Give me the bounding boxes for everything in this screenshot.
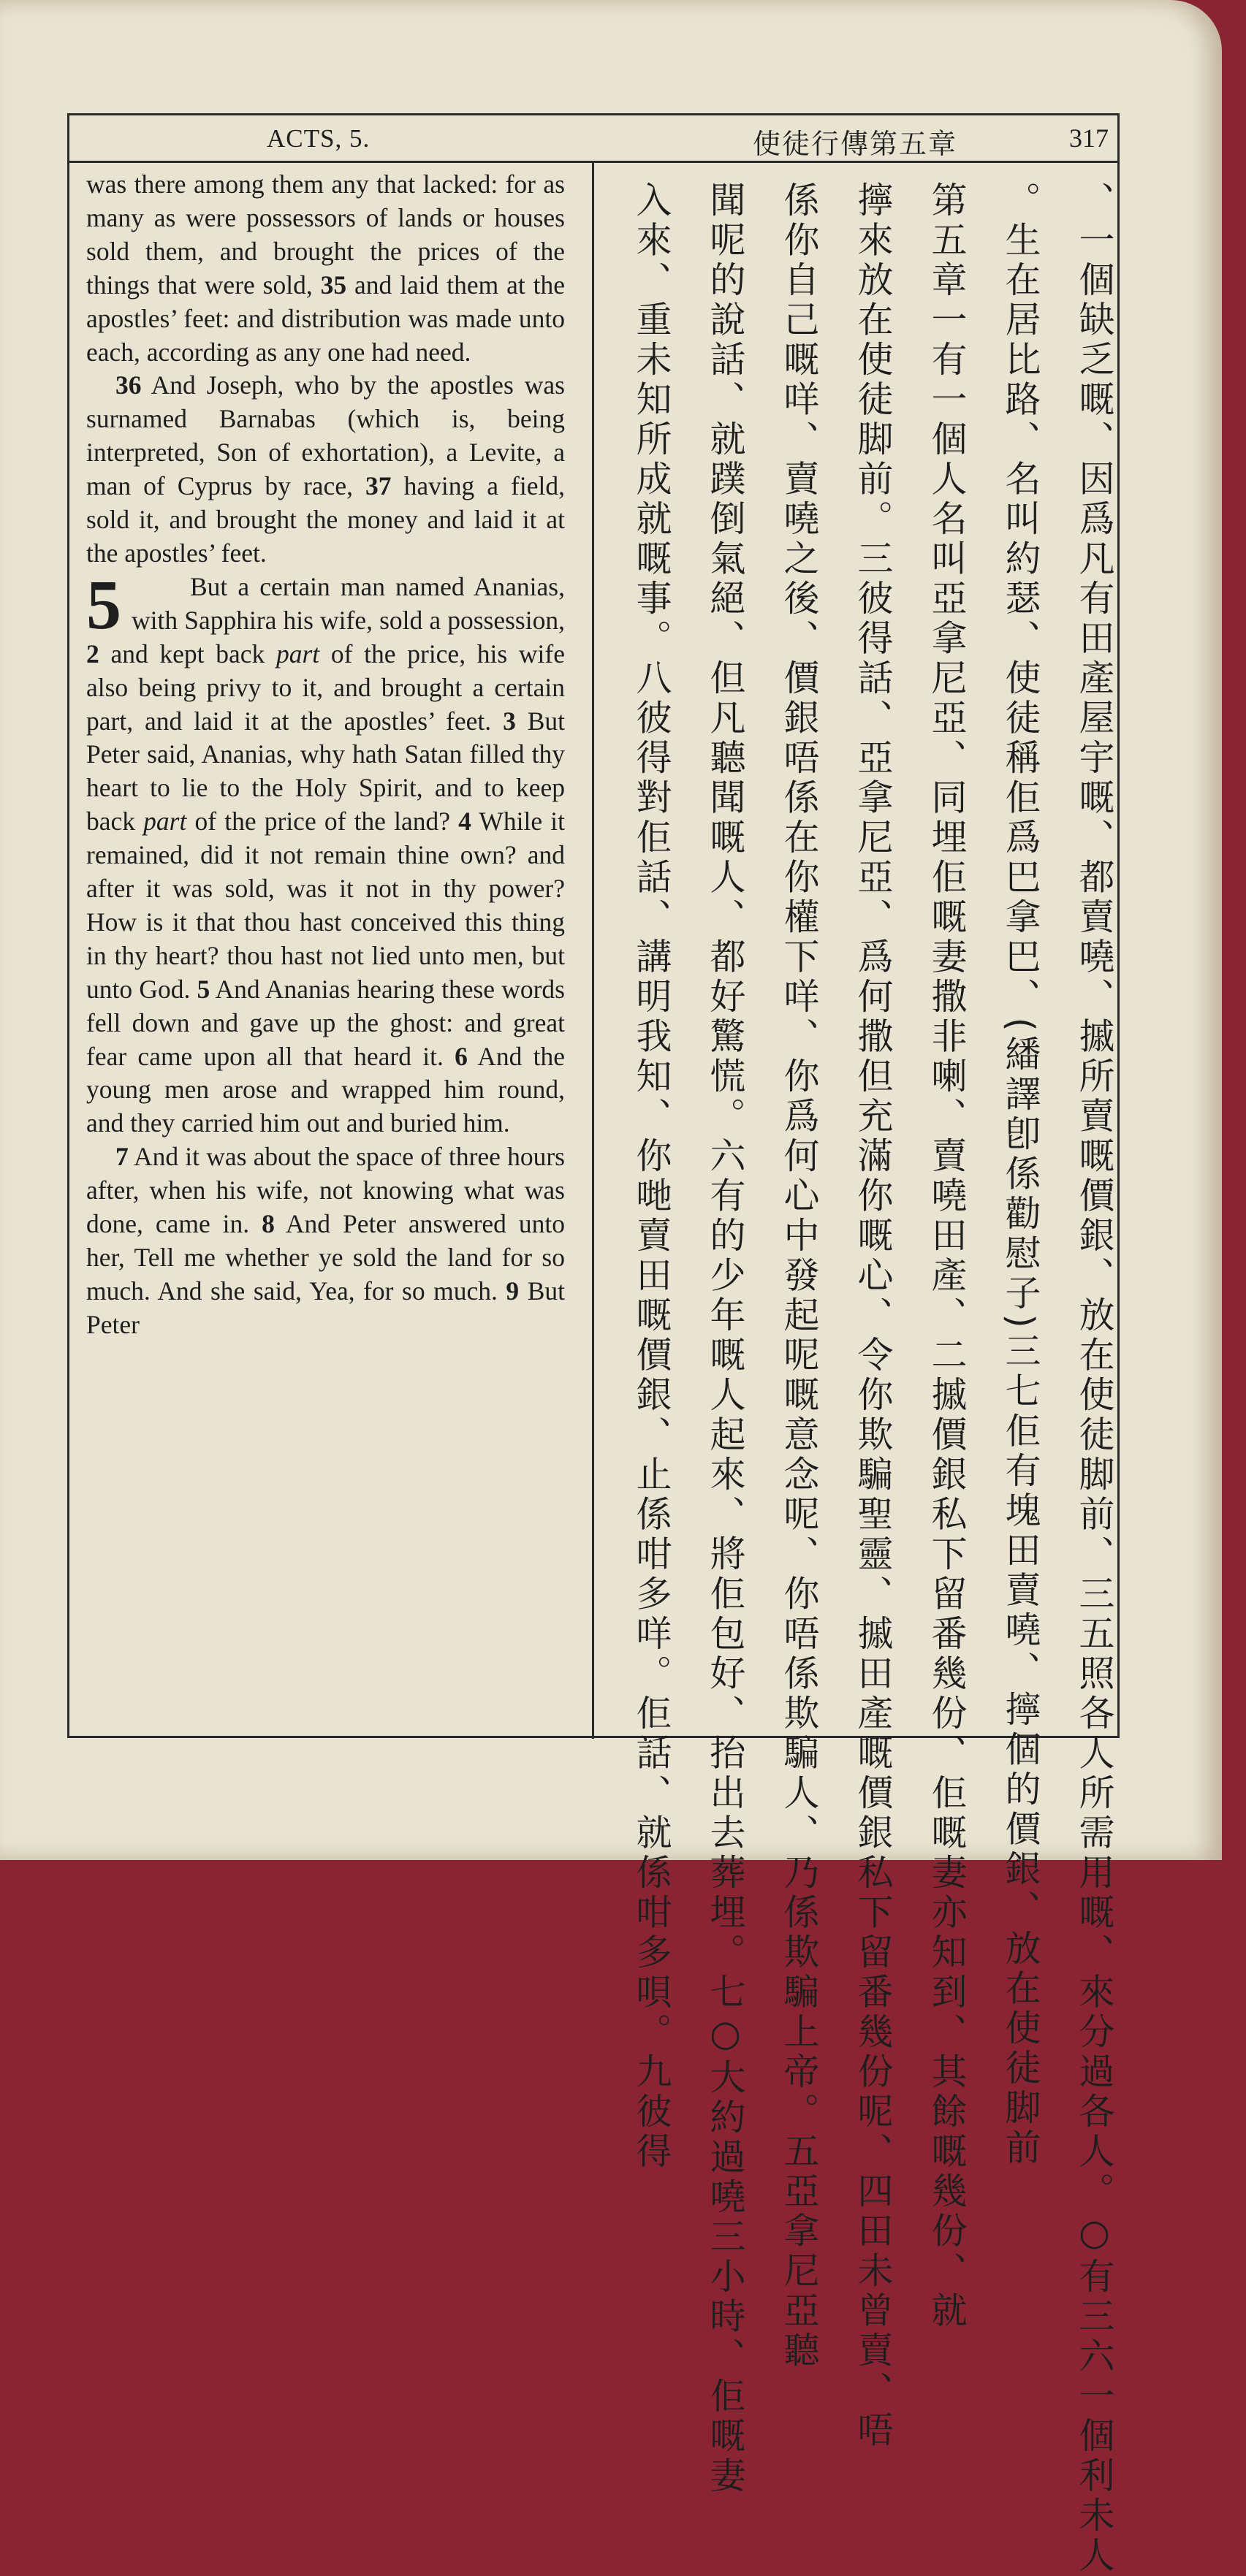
chinese-text-column: 擰來放在使徒脚前。三彼得話、亞拿尼亞、爲何撒但充滿你嘅心、令你欺騙聖靈、摵田產嘅價銀私下留番幾份呢、四田未曾賣、唔 bbox=[852, 181, 894, 2451]
chapter-number: 5 bbox=[86, 565, 121, 644]
verse-number: 8 bbox=[262, 1209, 275, 1239]
chinese-text-column: 入來、重未知所成就嘅事。八彼得對佢話、講明我知、你哋賣田嘅價銀、止係咁多咩。佢話、就係咁多唄。九彼得 bbox=[631, 181, 672, 2172]
verse-number: 4 bbox=[458, 807, 471, 837]
english-paragraph: 36 And Joseph, who by the apostles was surnamed Barnabas (which is, being interpreted, Son of exhortation), a Levite, a man of Cyprus by race, 37 having a field, sold it, and brought the money and laid it at the apostles’ feet. bbox=[86, 370, 565, 568]
verse-number: 5 bbox=[197, 974, 210, 1004]
chinese-column bbox=[603, 181, 1115, 2576]
verse-number: 2 bbox=[86, 639, 99, 668]
chinese-text-column: 第五章一有一個人名叫亞拿尼亞、同埋佢嘅妻撒非喇、賣嘵田產、二摵價銀私下留番幾份、佢嘅妻亦知到、其餘嘅幾份、就 bbox=[926, 181, 968, 2331]
page-number: 317 bbox=[1069, 123, 1109, 153]
running-header bbox=[69, 115, 1117, 163]
english-paragraph: was there among them any that lacked: for as many as were possessors of lands or houses sold them, and brought the prices of the things that were sold, 35 and laid them at the apostles’ feet: and distribution was made unto each, according as any one had need. bbox=[86, 169, 565, 367]
verse-number: 9 bbox=[506, 1276, 520, 1306]
english-running-title: ACTS, 5. bbox=[267, 124, 371, 153]
chinese-text-column: 聞呢的說話、就蹼倒氣絕、但凡聽聞嘅人、都好驚慌。六有的少年嘅人起來、將佢包好、抬出去葬埋。七○大約過嘵三小時、佢嘅妻 bbox=[704, 181, 746, 2496]
chinese-text-column: 係你自己嘅咩、賣嘵之後、價銀唔係在你權下咩、你爲何心中發起呢嘅意念呢、你唔係欺騙人、乃係欺騙上帝。五亞拿尼亞聽 bbox=[778, 181, 820, 2371]
english-paragraph: 7 And it was about the space of three hours after, when his wife, not knowing what was done, came in. 8 And Peter answered unto her, Tell me whether ye sold the land for so much. And she said, Yea, for so much. 9 But Peter bbox=[86, 1142, 565, 1339]
english-paragraph: 5 But a certain man named Ananias, with Sapphira his wife, sold a possession, 2 and kept back part of the price, his wife also being privy to it, and brought a certain part, and laid it at the apostles’ feet. 3 But Peter said, Ananias, why hath Satan filled thy heart to lie to the Holy Spirit, and to keep back part of the price of the land? 4 While it remained, did it not remain thine own? and after it was sold, was it not in thy power? How is it that thou hast conceived this thing in thy heart? thou hast not lied unto men, but unto God. 5 And Ananias hearing these words fell down and gave up the ghost: and great fear came upon all that heard it. 6 And the young men arose and wrapped him round, and they carried him out and buried him. bbox=[86, 565, 566, 1138]
column-divider bbox=[592, 161, 594, 1739]
chinese-text-column: 一個缺乏嘅、因爲凡有田產屋宇嘅、都賣嘵、摵所賣嘅價銀、放在使徒脚前、三五照各人所需用嘅、來分過各人。○有三六一個利未人、 bbox=[1074, 181, 1115, 2576]
verse-number: 6 bbox=[455, 1041, 468, 1071]
text-frame bbox=[67, 113, 1120, 2576]
verse-number: 37 bbox=[365, 471, 392, 501]
verse-number: 35 bbox=[320, 270, 347, 300]
verse-number: 3 bbox=[503, 706, 516, 736]
verse-number: 7 bbox=[115, 1142, 129, 1172]
english-column bbox=[86, 168, 565, 1342]
verse-number: 36 bbox=[115, 370, 142, 400]
chinese-text-column: 生在居比路、名叫約瑟、使徒稱佢爲巴拿巴、(繙譯卽係勸慰子)三七佢有塊田賣嘵、擰個的價銀、放在使徒脚前。 bbox=[1000, 181, 1041, 2168]
chinese-running-title: 使徒行傳第五章 bbox=[753, 128, 958, 160]
